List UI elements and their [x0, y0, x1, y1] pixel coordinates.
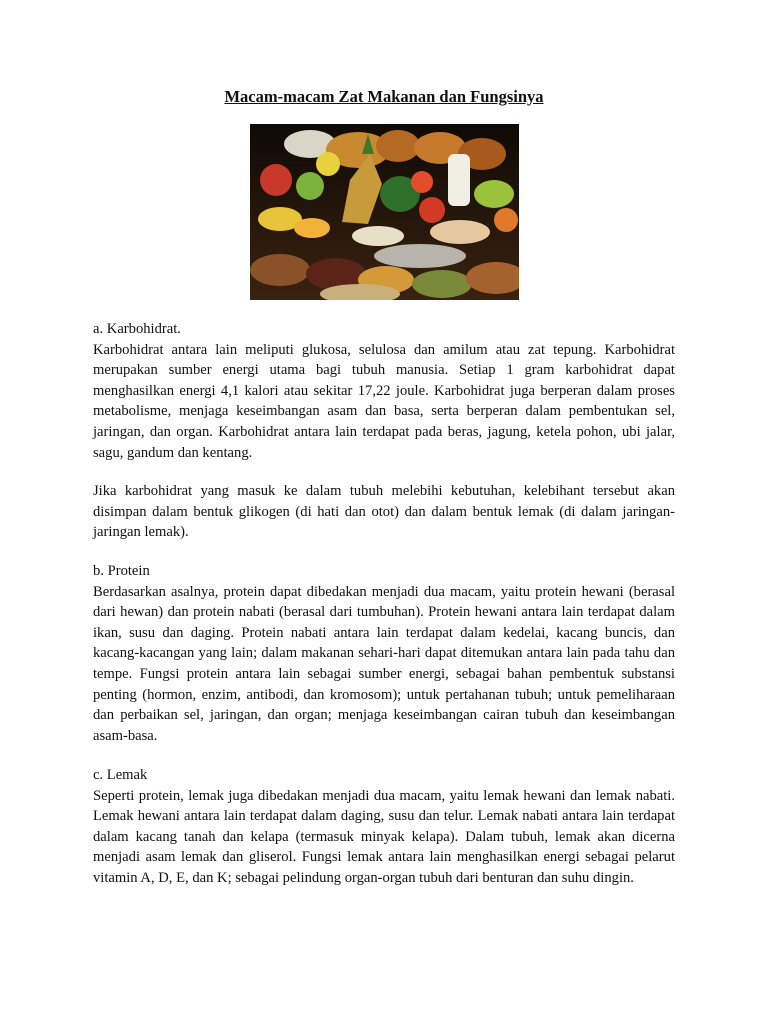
food-assortment-image: [250, 124, 519, 300]
page-title: Macam-macam Zat Makanan dan Fungsinya: [224, 87, 544, 106]
section-body: Berdasarkan asalnya, protein dapat dibedakan menjadi dua macam, yaitu protein hewani (berasal dari hewan) dan protein nabati (berasal dari tumbuhan). Protein hewani antara lain terdapat dalam ikan, susu dan daging. Protein nabati antara lain terdapat dalam kedelai, kacang buncis, dan kacang-kacangan yang lain; dalam makanan sehari-hari dapat ditemukan antara lain pada tahu dan tempe. Fungsi protein antara lain sebagai sumber energi, sebagai bahan pembentuk substansi penting (hormon, enzim, antibodi, dan kromosom); untuk pertahanan tubuh; untuk pemeliharaan dan perbaikan sel, jaringan, dan organ; menjaga keseimbangan cairan tubuh dan keseimbangan asam-basa.: [93, 583, 675, 744]
section-heading: a. Karbohidrat.: [93, 321, 181, 337]
section-body: Karbohidrat antara lain meliputi glukosa, selulosa dan amilum atau zat tepung. Karbohidrat merupakan sumber energi utama bagi tubuh manusia. Setiap 1 gram karbohidrat dapat menghasilkan energi 4,1 kalori atau sekitar 17,22 joule. Karbohidrat juga berperan dalam proses metabolisme, menjaga keseimbangan asam dan basa, serta berperan dalam pembentukan sel, jaringan, dan organ. Karbohidrat antara lain terdapat pada beras, jagung, ketela pohon, ubi jalar, sagu, gandum dan kentang.: [93, 341, 675, 461]
section-karbohidrat-paragraph-2: [93, 481, 675, 543]
section-heading: c. Lemak: [93, 767, 148, 783]
section-body: Jika karbohidrat yang masuk ke dalam tubuh melebihi kebutuhan, kelebihant tersebut akan disimpan dalam bentuk glikogen (di hati dan otot) dan dalam bentuk lemak (di dalam jaringan-jaringan lemak).: [93, 483, 675, 541]
section-karbohidrat: [93, 319, 675, 463]
section-lemak: [93, 765, 675, 889]
section-protein: [93, 561, 675, 746]
food-photo-illustration: [250, 124, 519, 300]
section-body: Seperti protein, lemak juga dibedakan menjadi dua macam, yaitu lemak hewani dan lemak nabati. Lemak hewani antara lain terdapat dalam daging, susu dan telur. Lemak nabati antara lain terdapat dalam kacang tanah dan kelapa (termasuk minyak kelapa). Dalam tubuh, lemak akan dicerna menjadi asam lemak dan gliserol. Fungsi lemak antara lain menghasilkan energi sebagai pelarut vitamin A, D, E, dan K; sebagai pelindung organ-organ tubuh dari benturan dan suhu dingin.: [93, 787, 675, 886]
section-heading: b. Protein: [93, 563, 150, 579]
